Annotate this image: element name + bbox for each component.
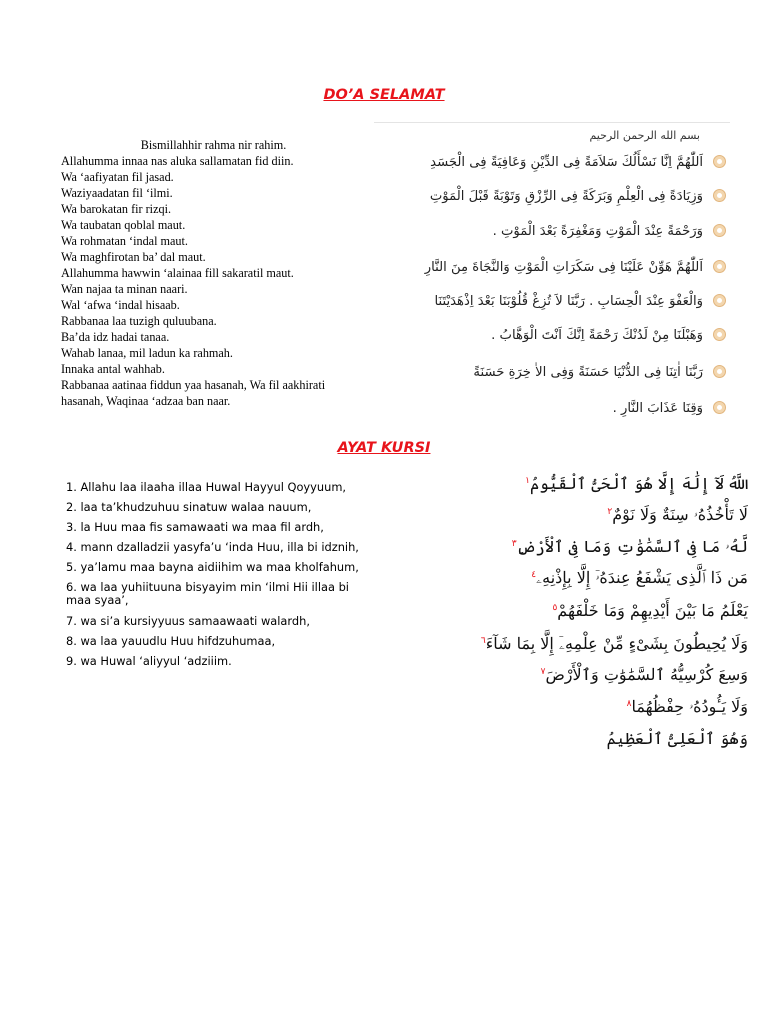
verse-mark-icon: ١ [525,475,530,486]
doa-latin-line: Innaka antal wahhab. [61,362,165,376]
verse-mark-icon: ٥ [552,602,558,613]
kursi-arabic-line: لَّهُۥ مَا فِى ٱلسَّمَٰوَٰتِ وَمَا فِى ٱلْأَرْضِ$^٣$ [511,537,748,556]
list-item: 6. wa laa yuhiituuna bisyayim min ‘ilmi Hii illaa bi maa syaa’, [66,580,349,607]
doa-selamat-title: DO’A SELAMAT [323,87,445,103]
bullet-icon [713,365,726,378]
doa-arabic-line: اَللّٰهُمَّ اِنَّا نَسْأَلُكَ سَلاَمَةً فِى الدِّيْنِ وَعَافِيَةً فِى الْجَسَدِ [376,155,726,170]
bismillah-latin: Bismillahhir rahma nir rahim. [140,138,287,152]
doa-latin-line: Rabbanaa laa tuzigh quluubana. [61,314,217,328]
verse-mark-icon: ٢ [607,506,613,517]
verse-mark-icon: ٧ [540,666,546,677]
doa-arabic-line: وَالْعَفْوَ عِنْدَ الْحِسَابِ . رَبَّنَا لاَ تُزِغْ قُلُوْبَنَا بَعْدَ اِذْهَدَيْتَنَا [376,294,726,309]
doa-latin-line: Wa maghfirotan ba’ dal maut. [61,250,206,264]
kursi-arabic-line: لَا تَأْخُذُهُۥ سِنَةٌ وَلَا نَوْمٌ$^٢$ [607,505,748,524]
doa-latin-text [61,137,366,409]
bullet-icon [713,155,726,168]
verse-mark-icon: ٣ [511,538,517,549]
list-item: 7. wa si’a kursiyyuus samaawaati walardh, [66,614,310,628]
doa-arabic-line: وَقِنَا عَذَابَ النَّارِ . [376,401,726,416]
doa-latin-line: Ba’da idz hadai tanaa. [61,330,170,344]
doa-latin-line: Wal ‘afwa ‘indal hisaab. [61,298,180,312]
list-item: 3. la Huu maa fis samawaati wa maa fil ardh, [66,520,324,534]
doa-latin-line: Allahumma hawwin ‘alainaa fill sakaratil maut. [61,266,294,280]
doa-latin-line: Wahab lanaa, mil ladun ka rahmah. [61,346,233,360]
bullet-icon [713,260,726,273]
doa-latin-line: Waziyaadatan fil ‘ilmi. [61,186,173,200]
doa-arabic-line: وَرَحْمَةً عِنْدَ الْمَوْتِ وَمَغْفِرَةً بَعْدَ الْمَوْتِ . [376,224,726,239]
doa-arabic-line: اَللّٰهُمَّ هَوِّنْ عَلَيْنَا فِى سَكَرَاتِ الْمَوْتِ وَالنَّجَاةَ مِنَ النَّارِ [376,260,726,275]
list-item: 4. mann dzalladzii yasyfa’u ‘inda Huu, illa bi idznih, [66,540,359,554]
bullet-icon [713,328,726,341]
doa-arabic-line: رَبَّنَا اٰتِنَا فِى الدُّنْيَا حَسَنَةً وَفِى الاٰ خِرَةِ حَسَنَةً [376,365,726,380]
bullet-icon [713,401,726,414]
doa-arabic-line: وَهَبْلَنَا مِنْ لَدُنْكَ رَحْمَةً اِنَّكَ اَنْتَ الْوَهَّابُ . [376,328,726,343]
bullet-icon [713,224,726,237]
doa-latin-line: Allahumma innaa nas aluka sallamatan fid diin. [61,154,294,168]
verse-mark-icon: ٦ [480,635,486,646]
list-item: 5. ya’lamu maa bayna aidiihim wa maa kholfahum, [66,560,359,574]
doa-latin-line: Wa rohmatan ‘indal maut. [61,234,188,248]
kursi-arabic-line: وَلَا يُحِيطُونَ بِشَىْءٍ مِّنْ عِلْمِهِۦٓ إِلَّا بِمَا شَآءَ$^٦$ [480,634,748,653]
doa-latin-line: Wan najaa ta minan naari. [61,282,188,296]
bismillah-arabic: بسم الله الرحمن الرحيم [589,129,700,142]
doa-arabic-line: وَزِيَادَةً فِى الْعِلْمِ وَبَرَكَةً فِى الرِّزْقِ وَتَوْبَةً قَبْلَ الْمَوْتِ [376,189,726,204]
doa-latin-line: Wa ‘aafiyatan fil jasad. [61,170,174,184]
doa-latin-line: Wa taubatan qoblal maut. [61,218,186,232]
kursi-arabic-line: وَسِعَ كُرْسِيُّهُ ٱلسَّمَٰوَٰتِ وَٱلْأَرْضَ$^٧$ [540,665,748,684]
doa-latin-line: Rabbanaa aatinaa fiddun yaa hasanah, Wa fil aakhirati hasanah, Waqinaa ‘adzaa ban naar. [61,378,326,408]
kursi-arabic-line: وَلَا يَـُٔودُهُۥ حِفْظُهُمَا$^٨$ [626,697,748,716]
ayat-kursi-title: AYAT KURSI [337,440,431,456]
bullet-icon [713,294,726,307]
doa-arabic-panel [374,122,730,425]
bullet-icon [713,189,726,202]
list-item: 9. wa Huwal ‘aliyyul ‘adziiim. [66,654,232,668]
doa-latin-line: Wa barokatan fir rizqi. [61,202,172,216]
kursi-arabic-line: اللَّهُ لَآ إِلَٰهَ إِلَّا هُوَ ٱلْحَىُّ ٱلْقَيُّومُ$^١$ [525,474,748,493]
kursi-arabic-line: يَعْلَمُ مَا بَيْنَ أَيْدِيهِمْ وَمَا خَلْفَهُمْ$^٥$ [552,601,748,620]
list-item: 8. wa laa yauudlu Huu hifdzuhumaa, [66,634,276,648]
kursi-arabic-line: مَن ذَا ٱلَّذِى يَشْفَعُ عِندَهُۥٓ إِلَّا بِإِذْنِهِۦ$^٤$ [531,568,748,587]
verse-mark-icon: ٨ [626,698,632,709]
list-item: 2. laa ta’khudzuhuu sinatuw walaa nauum, [66,500,312,514]
kursi-arabic-line: وَهُوَ ٱلْعَلِىُّ ٱلْعَظِيمُ [606,729,748,748]
verse-mark-icon: ٤ [531,569,537,580]
list-item: 1. Allahu laa ilaaha illaa Huwal Hayyul Qoyyuum, [66,480,347,494]
